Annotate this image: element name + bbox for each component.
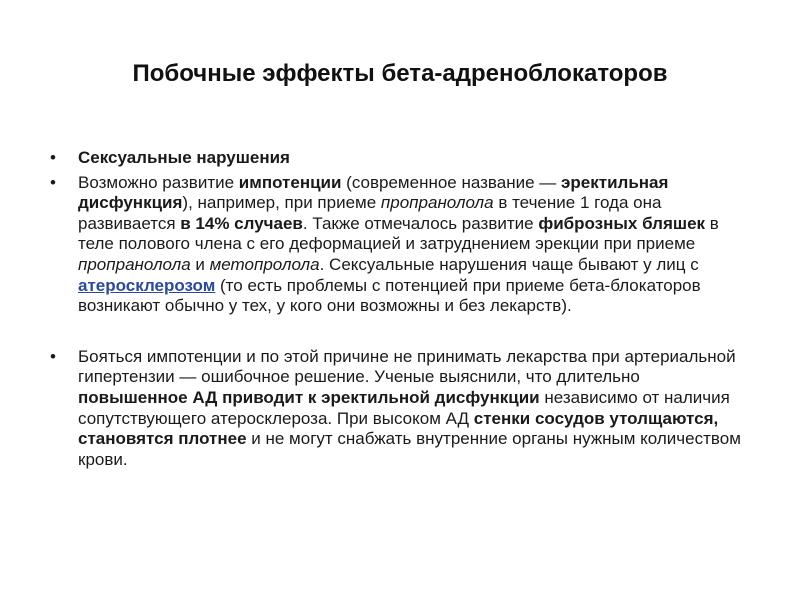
bullet-marker: • — [50, 346, 56, 366]
text-segment: Возможно развитие — [78, 172, 239, 192]
text-segment: Бояться импотенции и по этой причине не принимать лекарства при артериальной гипертензии — ошибочное решение. Ученые выяснили, что длительно — [78, 346, 736, 387]
text-segment: (современное название — — [341, 172, 562, 192]
atherosclerosis-link[interactable]: атеросклерозом — [78, 275, 216, 295]
bullet-item-impotence — [48, 173, 748, 317]
emphasis-percentage: в 14% случаев — [180, 213, 303, 233]
bullet-item-sexual-disorders — [48, 148, 748, 169]
emphasis-fibrous-plaques: фиброзных бляшек — [538, 213, 706, 233]
bullet-item-hypertension — [48, 347, 748, 471]
bullet-marker: • — [50, 148, 56, 167]
text-segment: в теле полового члена с его деформацией и затруднением эрекции при приеме — [78, 213, 719, 254]
text-segment: в течение 1 года она развивается — [78, 193, 662, 233]
slide-title: Побочные эффекты бета-адреноблокаторов — [132, 60, 668, 87]
text-segment: . Также отмечалось развитие — [302, 213, 539, 233]
drug-name-metoprolol: метопролола — [209, 254, 320, 274]
emphasis-impotence: импотенции — [238, 172, 342, 192]
bullet-marker: • — [50, 172, 56, 192]
drug-name-propranolol: пропранолола — [380, 193, 494, 213]
bullet-list — [48, 148, 748, 470]
text-segment: . Сексуальные нарушения чаще бывают у лиц с — [319, 254, 699, 274]
emphasis-erectile-dysfunction: эректильная дисфункция — [78, 172, 669, 213]
drug-name-propranolol: пропранолола — [78, 254, 191, 274]
text-segment: ), например, при приеме — [182, 193, 381, 213]
text-segment: (то есть проблемы с потенцией при приеме бета-блокаторов возникают обычно у тех, у кого они возможны и без лекарств). — [78, 275, 701, 316]
text-segment: и не могут снабжать внутренние органы нужным количеством крови. — [78, 429, 741, 469]
text-segment: и — [190, 254, 210, 274]
emphasis-high-bp-effect: повышенное АД приводит к эректильной дисфункции — [78, 387, 540, 407]
text-segment: независимо от наличия сопутствующего атеросклероза. При высоком АД — [78, 387, 730, 428]
bullet-heading-text: Сексуальные нарушения — [78, 148, 290, 167]
emphasis-vessel-walls: стенки сосудов утолщаются, становятся плотнее — [78, 408, 719, 449]
